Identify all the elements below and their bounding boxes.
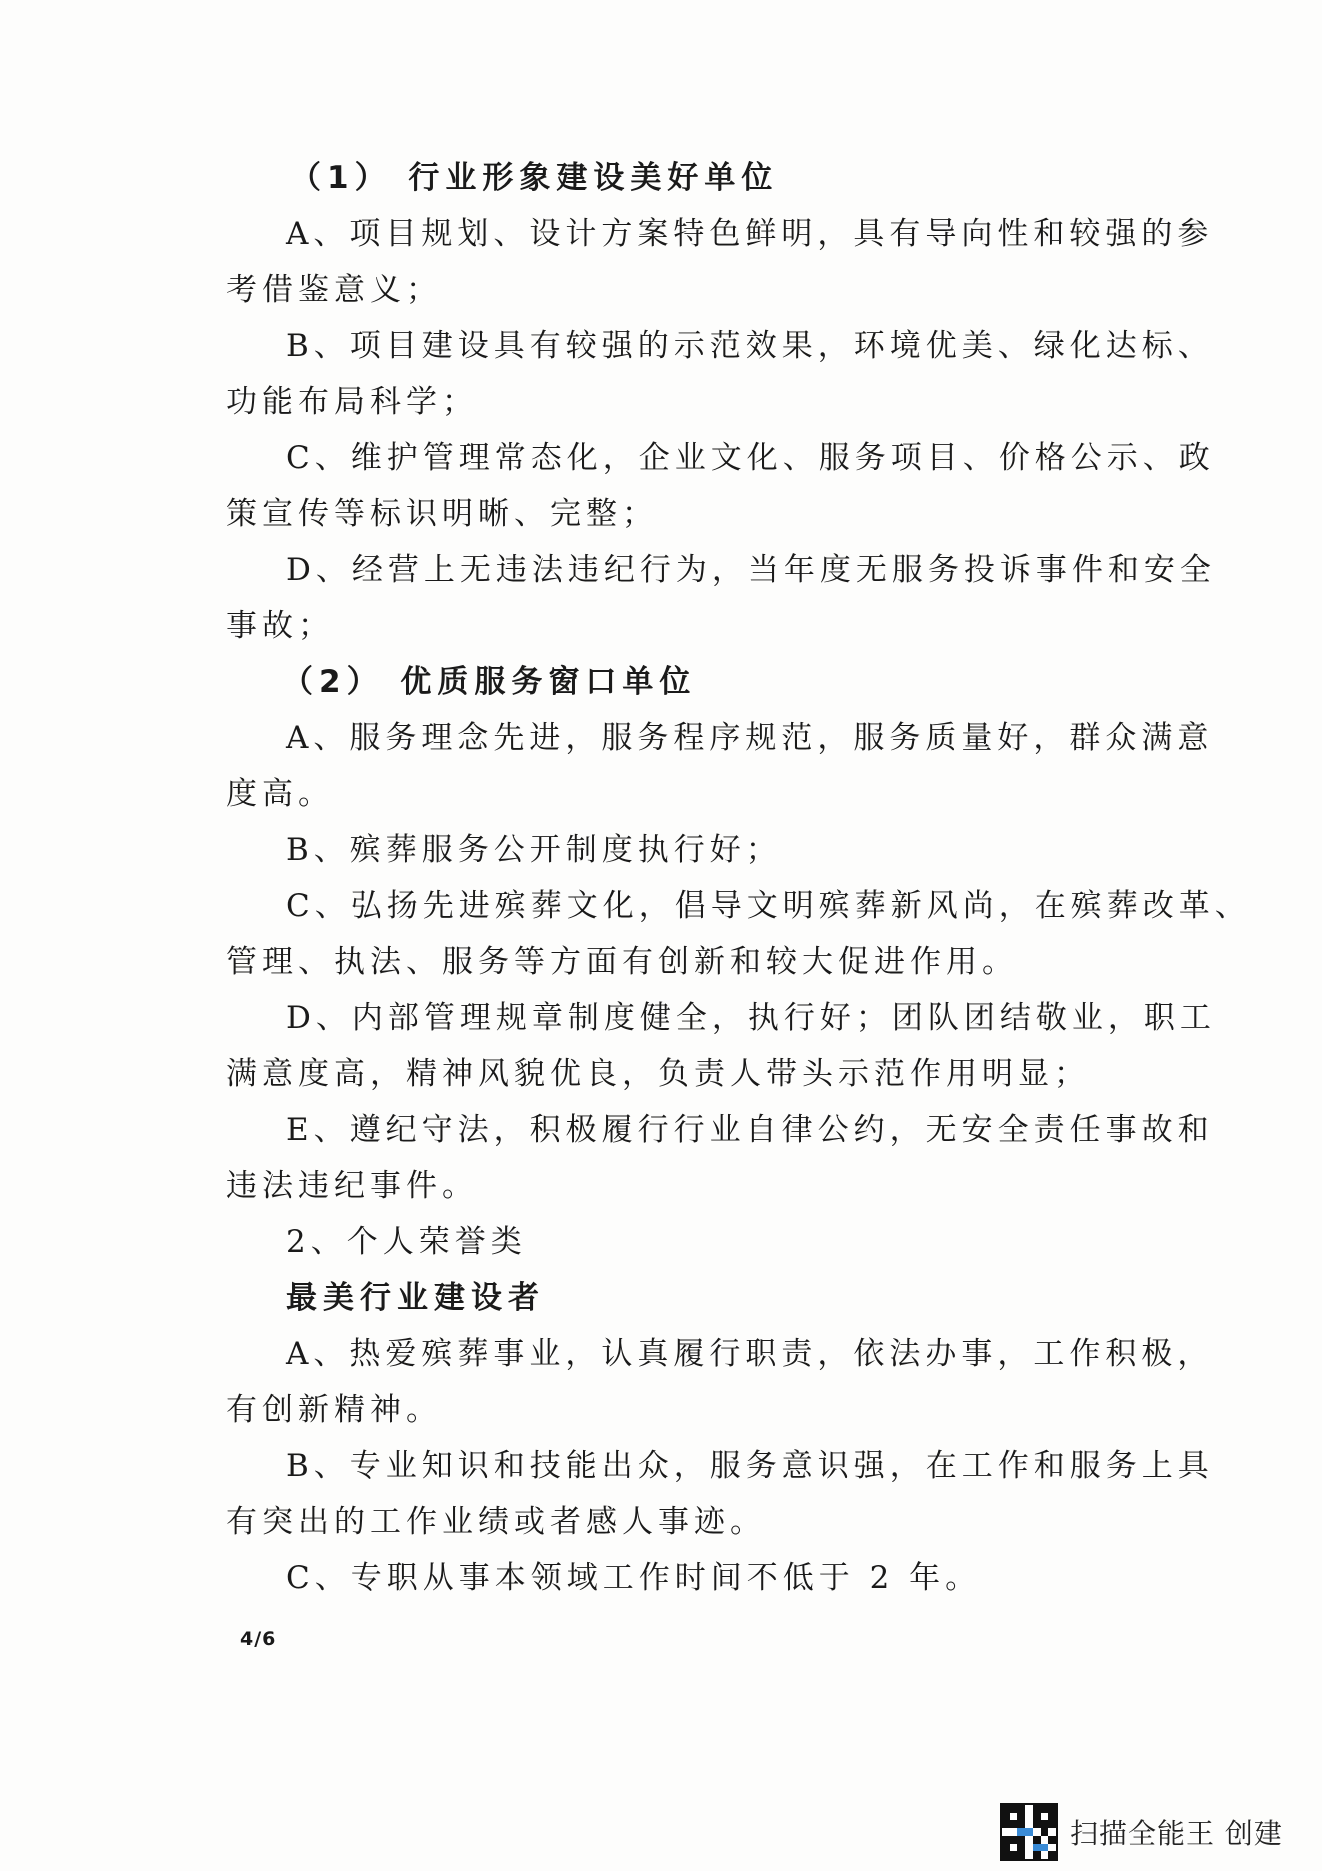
text-line: 事故； xyxy=(226,608,334,644)
text-line: 2、个人荣誉类 xyxy=(286,1224,527,1260)
text-line: 有突出的工作业绩或者感人事迹。 xyxy=(226,1504,766,1540)
text-line: 违法违纪事件。 xyxy=(226,1168,478,1204)
text-line: B、专业知识和技能出众，服务意识强，在工作和服务上具 xyxy=(286,1448,1214,1484)
document-body xyxy=(226,150,1251,1606)
text-line: A、热爱殡葬事业，认真履行职责，依法办事，工作积极， xyxy=(286,1336,1214,1372)
text-line: 功能布局科学； xyxy=(226,384,478,420)
text-line: B、项目建设具有较强的示范效果，环境优美、绿化达标、 xyxy=(286,328,1214,364)
watermark-text: 扫描全能王 创建 xyxy=(1070,1817,1283,1850)
text-line: 策宣传等标识明晰、完整； xyxy=(226,496,658,532)
text-line: C、维护管理常态化，企业文化、服务项目、价格公示、政 xyxy=(286,440,1215,476)
text-line: C、专职从事本领域工作时间不低于 2 年。 xyxy=(286,1560,982,1596)
text-line: C、弘扬先进殡葬文化，倡导文明殡葬新风尚，在殡葬改革、 xyxy=(286,888,1251,924)
qr-code-icon xyxy=(1000,1803,1058,1861)
page-number: 4/6 xyxy=(240,1628,277,1650)
section-heading: （1） 行业形象建设美好单位 xyxy=(290,160,779,196)
section-heading: 最美行业建设者 xyxy=(286,1280,545,1316)
text-line: 度高。 xyxy=(226,776,334,812)
section-heading: （2） 优质服务窗口单位 xyxy=(282,664,697,700)
text-line: B、殡葬服务公开制度执行好； xyxy=(286,832,782,868)
text-line: 管理、执法、服务等方面有创新和较大促进作用。 xyxy=(226,944,1018,980)
text-line: 有创新精神。 xyxy=(226,1392,442,1428)
text-line: 考借鉴意义； xyxy=(226,272,442,308)
text-line: A、服务理念先进，服务程序规范，服务质量好，群众满意 xyxy=(286,720,1214,756)
text-line: D、经营上无违法违纪行为，当年度无服务投诉事件和安全 xyxy=(286,552,1216,588)
text-line: A、项目规划、设计方案特色鲜明，具有导向性和较强的参 xyxy=(286,216,1214,252)
scanner-watermark xyxy=(1000,1803,1283,1861)
text-line: 满意度高，精神风貌优良，负责人带头示范作用明显； xyxy=(226,1056,1090,1092)
text-line: D、内部管理规章制度健全，执行好；团队团结敬业，职工 xyxy=(286,1000,1216,1036)
text-line: E、遵纪守法，积极履行行业自律公约，无安全责任事故和 xyxy=(286,1112,1214,1148)
